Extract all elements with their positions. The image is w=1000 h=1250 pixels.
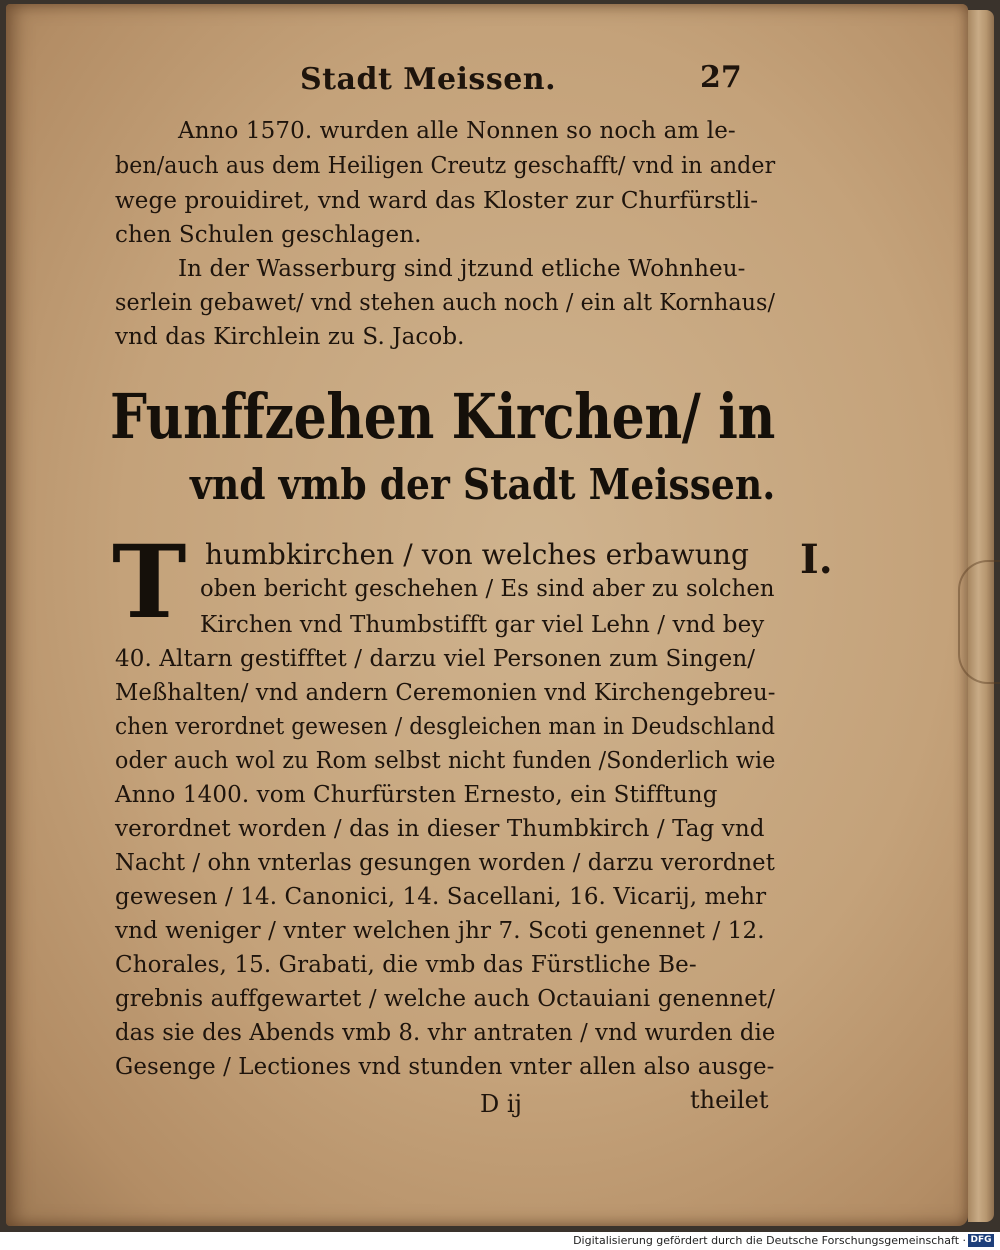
intro-line: In der Wasserburg sind jtzund etliche Wohnheu- xyxy=(178,256,746,282)
footer-credit: Digitalisierung gefördert durch die Deutsche Forschungsgemeinschaft · xyxy=(573,1234,966,1247)
page-number: 27 xyxy=(700,60,742,95)
body-line: Kirchen vnd Thumbstifft gar viel Lehn / vnd bey xyxy=(200,612,765,638)
body-line: vnd weniger / vnter welchen jhr 7. Scoti genennet / 12. xyxy=(115,918,765,944)
page-tab-marker xyxy=(958,560,1000,684)
section-heading-line2: vnd vmb der Stadt Meissen. xyxy=(190,460,776,509)
body-line: chen verordnet gewesen / desgleichen man in Deudschland xyxy=(115,714,776,740)
margin-number: I. xyxy=(800,536,833,583)
body-line: oben bericht geschehen / Es sind aber zu solchen xyxy=(200,576,775,602)
body-line: Gesenge / Lectiones vnd stunden vnter allen also ausge- xyxy=(115,1054,775,1080)
body-line: Anno 1400. vom Churfürsten Ernesto, ein Stifftung xyxy=(115,782,718,808)
body-line: Nacht / ohn vnterlas gesungen worden / darzu verordnet xyxy=(115,850,775,876)
running-head: Stadt Meissen. xyxy=(300,62,557,97)
body-line: Chorales, 15. Grabati, die vmb das Fürstliche Be- xyxy=(115,952,697,978)
body-line: verordnet worden / das in dieser Thumbkirch / Tag vnd xyxy=(115,816,765,842)
body-line: 40. Altarn gestifftet / darzu viel Personen zum Singen/ xyxy=(115,646,756,672)
body-line: humbkirchen / von welches erbawung xyxy=(205,538,749,571)
signature-mark: D ij xyxy=(480,1090,522,1118)
body-line: gewesen / 14. Canonici, 14. Sacellani, 16. Vicarij, mehr xyxy=(115,884,767,910)
body-line: Meßhalten/ vnd andern Ceremonien vnd Kirchengebreu- xyxy=(115,680,776,706)
drop-cap: T xyxy=(112,523,187,641)
intro-line: Anno 1570. wurden alle Nonnen so noch am le- xyxy=(178,118,736,144)
body-line: oder auch wol zu Rom selbst nicht funden /Sonderlich wie xyxy=(115,748,776,774)
catchword: theilet xyxy=(690,1086,769,1114)
intro-line: chen Schulen geschlagen. xyxy=(115,222,422,248)
intro-line: ben/auch aus dem Heiligen Creutz geschafft/ vnd in ander xyxy=(115,153,776,179)
intro-line: wege prouidiret, vnd ward das Kloster zur Churfürstli- xyxy=(115,188,759,214)
dfg-logo-icon: DFG xyxy=(968,1234,994,1247)
intro-line: vnd das Kirchlein zu S. Jacob. xyxy=(115,324,465,350)
section-heading-line1: Funffzehen Kirchen/ in xyxy=(110,380,775,453)
body-line: das sie des Abends vmb 8. vhr antraten / vnd wurden die xyxy=(115,1020,776,1046)
intro-line: serlein gebawet/ vnd stehen auch noch / ein alt Kornhaus/ xyxy=(115,290,776,316)
body-line: grebnis auffgewartet / welche auch Octauiani genennet/ xyxy=(115,986,776,1012)
